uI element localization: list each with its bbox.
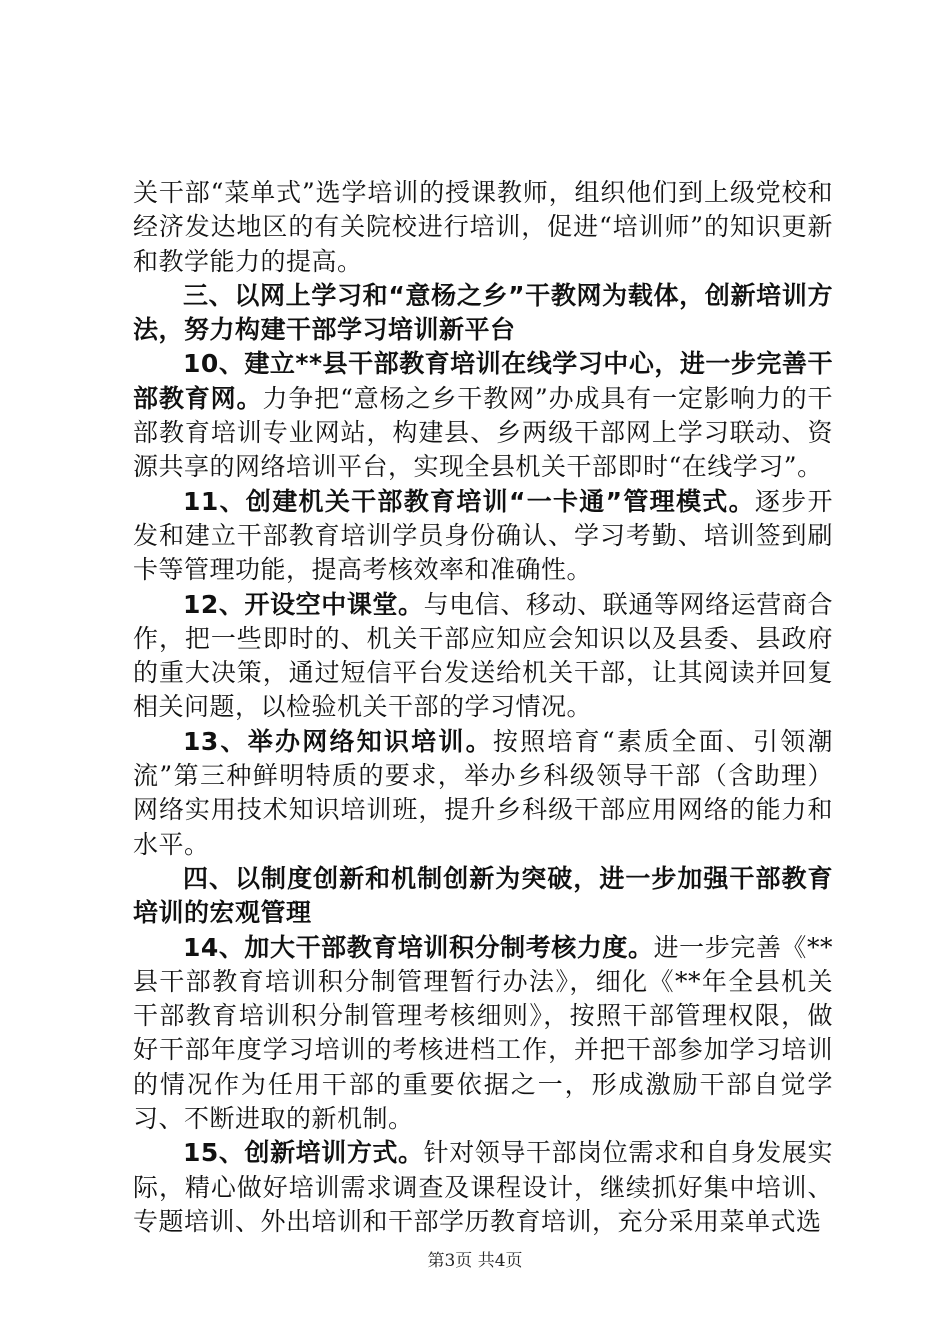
item-14-body: 进一步完善《**县干部教育培训积分制管理暂行办法》，细化《**年全县机关干部教育培训积分制管理考核细则》，按照干部管理权限，做好干部年度学习培训的考核进档工作，并把干部参加学习培训的情况作为任用干部的重要依据之一，形成激励干部自觉学习、不断进取的新机制。 — [133, 932, 833, 1134]
paragraph-continuation — [133, 176, 833, 279]
item-11-body: 逐步开发和建立干部教育培训学员身份确认、学习考勤、培训签到刷卡等管理功能，提高考核效率和准确性。 — [133, 486, 833, 585]
item-10-body: 力争把“意杨之乡干教网”办成具有一定影响力的干部教育培训专业网站，构建县、乡两级干部网上学习联动、资源共享的网络培训平台，实现全县机关干部即时“在线学习”。 — [133, 383, 833, 482]
item-10 — [133, 347, 833, 484]
document-body — [133, 176, 833, 1239]
item-15-body: 针对领导干部岗位需求和自身发展实际，精心做好培训需求调查及课程设计，继续抓好集中培训、专题培训、外出培训和干部学历教育培训，充分采用菜单式选 — [133, 1138, 833, 1236]
page-footer: 第3页 共4页 — [427, 1251, 523, 1271]
paragraph-text: 关干部“菜单式”选学培训的授课教师，组织他们到上级党校和经济发达地区的有关院校进行培训，促进“培训师”的知识更新和教学能力的提高。 — [133, 178, 833, 276]
item-13-body: 按照培育“素质全面、引领潮流”第三种鲜明特质的要求，举办乡科级领导干部（含助理）网络实用技术知识培训班，提升乡科级干部应用网络的能力和水平。 — [133, 726, 833, 859]
item-11 — [133, 485, 833, 588]
item-15 — [133, 1136, 833, 1239]
item-14 — [133, 931, 833, 1137]
item-13-lead: 13、举办网络知识培训。 — [183, 726, 493, 756]
item-13 — [133, 725, 833, 862]
item-11-lead: 11、创建机关干部教育培训“一卡通”管理模式。 — [183, 486, 755, 516]
section-heading-3: 三、以网上学习和“意杨之乡”干教网为载体，创新培训方法，努力构建干部学习培训新平台 — [133, 280, 833, 345]
item-14-lead: 14、加大干部教育培训积分制考核力度。 — [183, 932, 654, 962]
section-heading-4: 四、以制度创新和机制创新为突破，进一步加强干部教育培训的宏观管理 — [133, 863, 833, 928]
item-12-body: 与电信、移动、联通等网络运营商合作，把一些即时的、机关干部应知应会知识以及县委、县政府的重大决策，通过短信平台发送给机关干部，让其阅读并回复相关问题，以检验机关干部的学习情况。 — [133, 589, 833, 722]
item-12 — [133, 588, 833, 725]
item-10-lead: 10、建立**县干部教育培训在线学习中心，进一步完善干部教育网。 — [133, 349, 833, 413]
item-15-lead: 15、创新培训方式。 — [183, 1138, 424, 1168]
item-12-lead: 12、开设空中课堂。 — [183, 589, 424, 619]
